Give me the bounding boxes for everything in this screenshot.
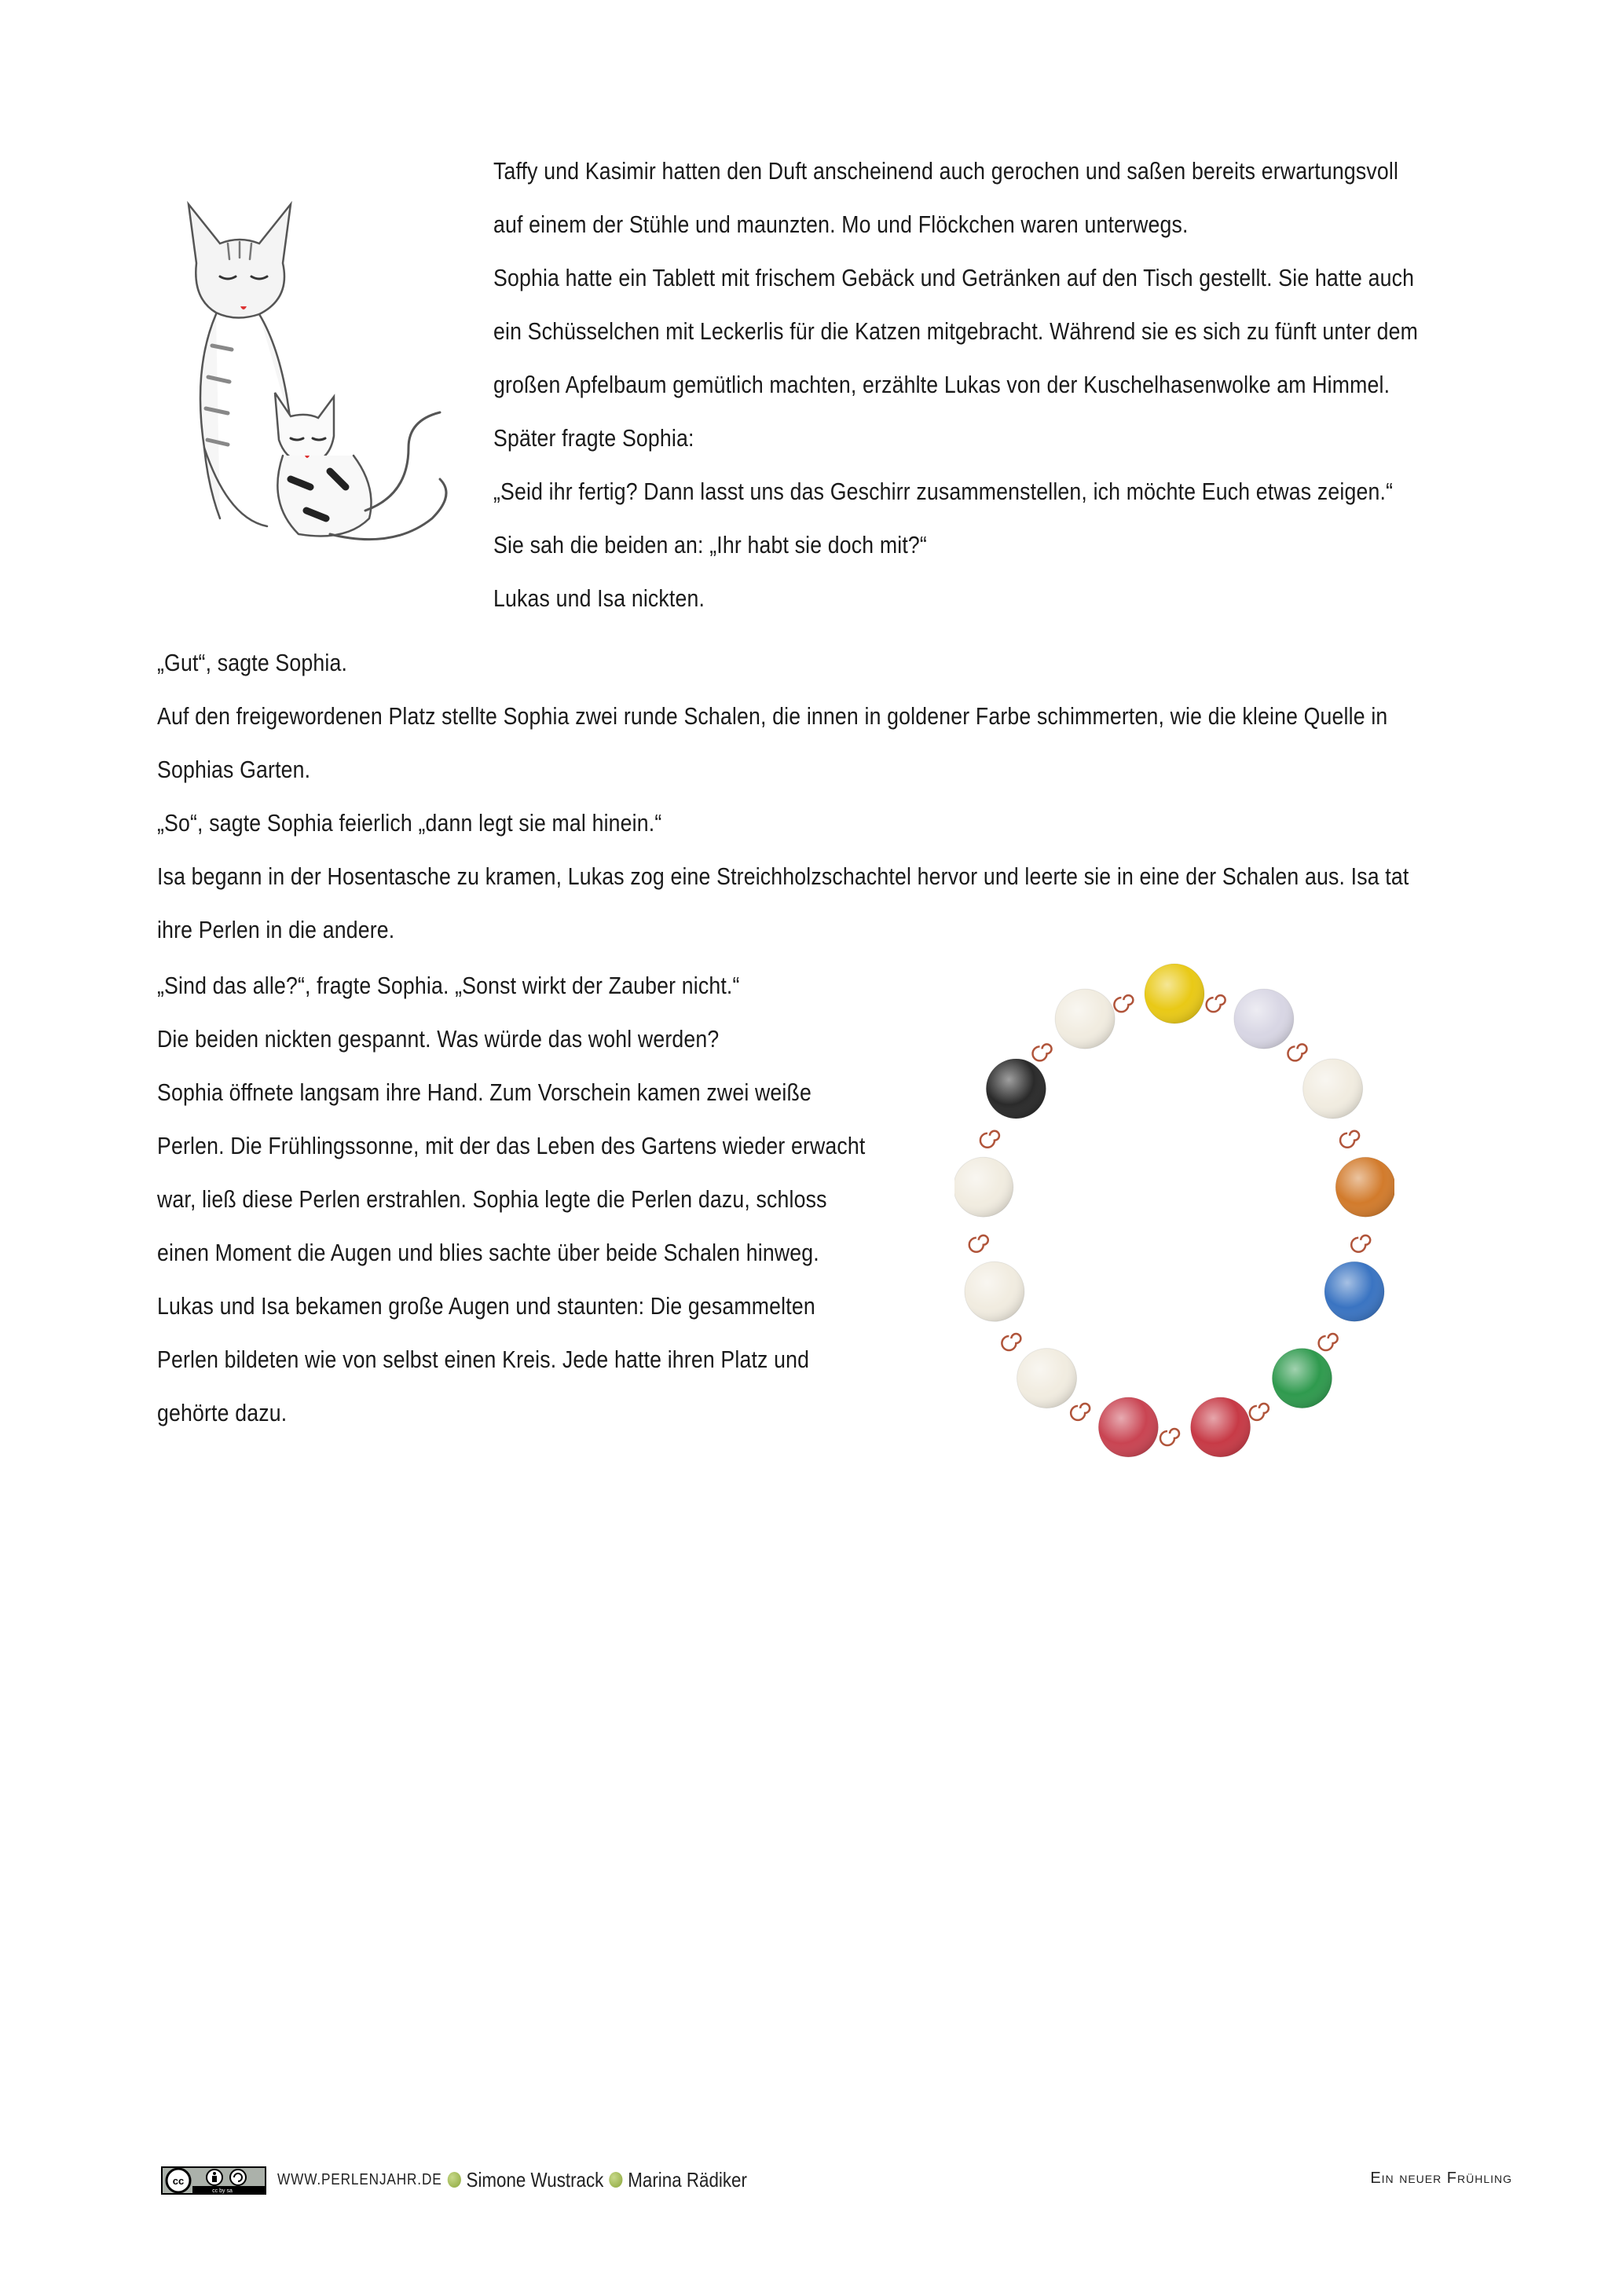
text-line: „Sind das alle?“, fragte Sophia. „Sonst wirkt der Zauber nicht.“ <box>157 972 740 999</box>
text-line: großen Apfelbaum gemütlich machten, erzählte Lukas von der Kuschelhasenwolke am Himmel. <box>493 371 1390 398</box>
swirl-ornament <box>1160 1429 1179 1445</box>
swirl-ornament <box>1071 1404 1090 1420</box>
text-line: auf einem der Stühle und maunzten. Mo und Flöckchen waren unterwegs. <box>493 211 1189 238</box>
cats-illustration <box>173 189 487 550</box>
text-line: Isa begann in der Hosentasche zu kramen, Lukas zog eine Streichholzschachtel hervor und leerte sie in eine der Schalen aus. Isa tat <box>157 862 1409 890</box>
swirl-ornament <box>1288 1044 1306 1060</box>
footer-story-title: Ein neuer Frühling <box>1370 2170 1512 2187</box>
text-line: Sie sah die beiden an: „Ihr habt sie doch mit?“ <box>493 531 927 558</box>
swirl-ornament <box>1351 1236 1370 1252</box>
swirl-ornament <box>1207 995 1225 1012</box>
bead-ring-illustration <box>954 958 1394 1469</box>
text-line: „Seid ihr fertig? Dann lasst uns das Geschirr zusammenstellen, ich möchte Euch etwas zeigen.“ <box>493 478 1394 505</box>
bead-shading <box>1017 1349 1077 1408</box>
swirl-ornament <box>1114 995 1133 1012</box>
text-line: „Gut“, sagte Sophia. <box>157 649 348 676</box>
swirl-ornament <box>1002 1334 1020 1350</box>
author-name: Marina Rädiker <box>628 2168 747 2192</box>
author-name: Simone Wustrack <box>466 2168 604 2192</box>
paragraph-block-middle <box>157 636 1540 957</box>
swirl-ornament <box>1033 1044 1052 1060</box>
svg-text:cc by sa: cc by sa <box>212 2188 233 2194</box>
bead-shading <box>1145 964 1204 1023</box>
swirl-ornament <box>1250 1404 1269 1420</box>
swirl-ornament <box>969 1236 988 1252</box>
text-line: „So“, sagte Sophia feierlich „dann legt sie mal hinein.“ <box>157 809 662 837</box>
text-line: gehörte dazu. <box>157 1399 288 1426</box>
swirl-ornament <box>980 1131 999 1148</box>
swirl-ornament <box>1340 1131 1359 1148</box>
text-line: Lukas und Isa nickten. <box>493 584 705 612</box>
text-line: Auf den freigewordenen Platz stellte Sophia zwei runde Schalen, die innen in goldener Farbe schimmerten, wie die kleine Quelle in <box>157 702 1388 730</box>
bead-shading <box>1234 989 1294 1049</box>
svg-text:cc: cc <box>172 2175 185 2187</box>
cc-by-sa-badge <box>161 2166 266 2195</box>
bullet-dot-icon <box>447 2172 460 2188</box>
text-line: ein Schüsselchen mit Leckerlis für die Katzen mitgebracht. Während sie es sich zu fünft unter dem <box>493 317 1418 345</box>
bead-shading <box>1191 1397 1251 1457</box>
bead-shading <box>954 1157 1013 1217</box>
bead-shading <box>1055 989 1115 1049</box>
bead-shading <box>1303 1059 1363 1119</box>
swirl-ornament <box>1319 1334 1338 1350</box>
text-line: Später fragte Sophia: <box>493 424 694 452</box>
text-line: Taffy und Kasimir hatten den Duft anscheinend auch gerochen und saßen bereits erwartungsvoll <box>493 157 1399 185</box>
bead-shading <box>986 1059 1046 1119</box>
bullet-dot-icon <box>609 2172 622 2188</box>
text-line: Perlen. Die Frühlingssonne, mit der das Leben des Gartens wieder erwacht <box>157 1132 866 1159</box>
bead-shading <box>1335 1157 1394 1217</box>
text-line: Sophia hatte ein Tablett mit frischem Gebäck und Getränken auf den Tisch gestellt. Sie hatte auch <box>493 264 1415 291</box>
site-link[interactable]: WWW.PERLENJAHR.DE <box>277 2171 442 2188</box>
bead-shading <box>965 1262 1024 1321</box>
text-line: Lukas und Isa bekamen große Augen und staunten: Die gesammelten <box>157 1292 815 1320</box>
text-line: war, ließ diese Perlen erstrahlen. Sophia legte die Perlen dazu, schloss <box>157 1185 827 1213</box>
bead-shading <box>1324 1262 1384 1321</box>
text-line: Die beiden nickten gespannt. Was würde das wohl werden? <box>157 1025 720 1053</box>
text-line: einen Moment die Augen und blies sachte über beide Schalen hinweg. <box>157 1239 819 1266</box>
footer-credits <box>277 2166 747 2193</box>
text-line: Sophias Garten. <box>157 756 311 783</box>
paragraph-block-top <box>493 145 1538 625</box>
text-line: Sophia öffnete langsam ihre Hand. Zum Vorschein kamen zwei weiße <box>157 1078 812 1106</box>
bead-shading <box>1272 1349 1332 1408</box>
text-line: ihre Perlen in die andere. <box>157 916 395 943</box>
text-line: Perlen bildeten wie von selbst einen Kreis. Jede hatte ihren Platz und <box>157 1346 810 1373</box>
bead-shading <box>1098 1397 1158 1457</box>
page-footer <box>161 2163 1512 2195</box>
paragraph-block-left <box>157 959 943 1440</box>
